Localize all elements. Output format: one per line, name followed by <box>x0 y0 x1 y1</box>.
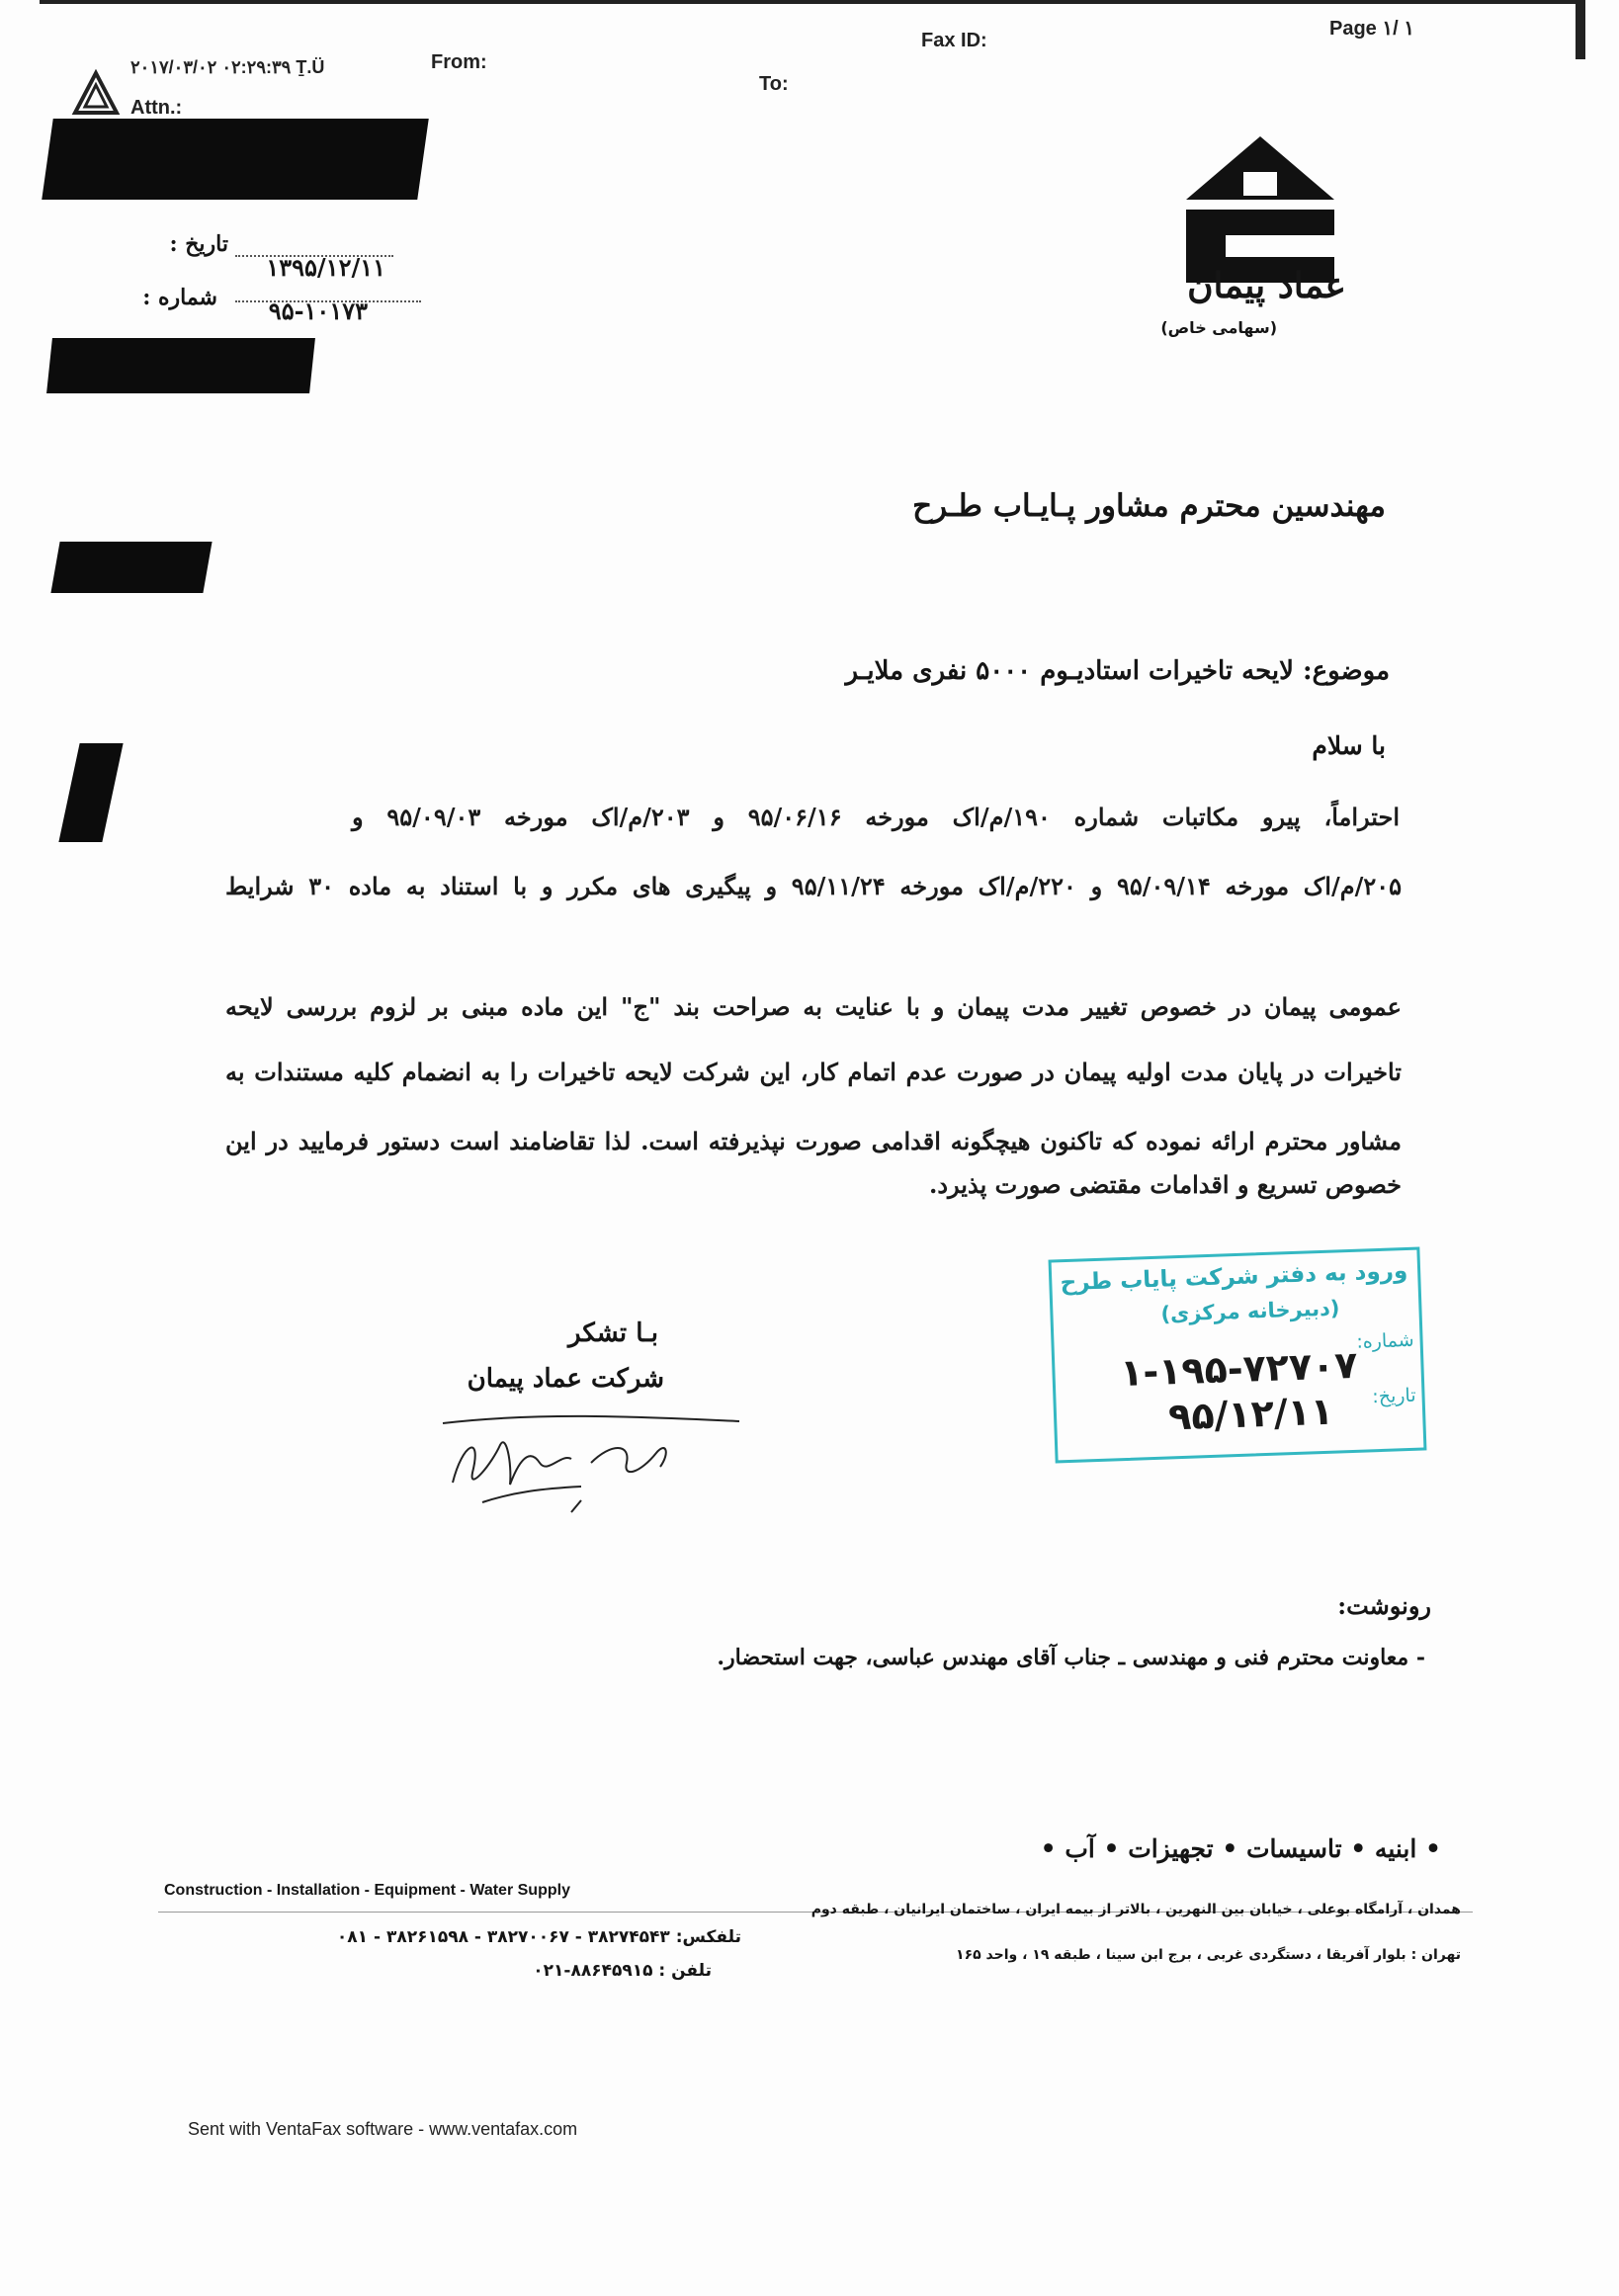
subject-text: لایحه تاخیرات استادیـوم ۵۰۰۰ نفری ملایـر <box>845 656 1294 686</box>
fax-from-label: From: <box>431 51 487 73</box>
cc-line: - معاونت محترم فنی و مهندسی ـ جناب آقای مهندس عباسی، جهت استحضار. <box>717 1645 1425 1670</box>
fax-page-number: Page ۱/ ۱ <box>1329 18 1414 40</box>
ventafax-logo-icon <box>71 69 121 119</box>
redaction-block <box>58 743 123 842</box>
footer-services-en: Construction - Installation - Equipment - Water Supply <box>164 1882 570 1899</box>
date-label: تاریخ : <box>169 231 228 257</box>
stamp-title: ورود به دفتر شرکت پایاب طرح <box>1060 1257 1408 1297</box>
number-label: شماره : <box>142 285 217 310</box>
footer-services-fa: • ابنیه • تاسیسات • تجهیزات • آب • <box>1040 1834 1441 1863</box>
redaction-block <box>46 338 315 393</box>
redaction-block <box>42 119 429 200</box>
letter-subject <box>845 656 1390 686</box>
body-line: خصوص تسریع و اقدامات مقتضی صورت پذیرد. <box>929 1170 1402 1199</box>
subject-label: موضوع: <box>1303 656 1390 686</box>
stamp-date-label: تاریخ: <box>1371 1384 1416 1408</box>
company-type: (سهامی خاص) <box>1160 318 1277 337</box>
letter-closing: بـا تشکر <box>568 1318 658 1348</box>
body-line: تاخیرات در پایان مدت اولیه پیمان در صورت عدم اتمام کار، این شرکت لایحه تاخیرات را به انضمام کلیه مستندات به <box>225 1058 1402 1086</box>
reception-stamp <box>1049 1247 1427 1464</box>
fax-edge-artifact <box>1576 0 1585 59</box>
footer-address-hamedan: همدان ، آرامگاه بوعلی ، خیابان بین النهرین ، بالاتر از بیمه ایران ، ساختمان ایرانیان ، طبقه دوم <box>810 1902 1461 1917</box>
fax-id-label: Fax ID: <box>921 30 987 51</box>
fax-attn-label: Attn.: <box>130 97 183 119</box>
fax-datetime: ۲۰۱۷/۰۳/۰۲ ۰۲:۲۹:۳۹ Ṯ.Ü <box>130 57 325 77</box>
letter-signer: شرکت عماد پیمان <box>467 1364 664 1394</box>
body-line: عمومی پیمان در خصوص تغییر مدت پیمان و با عنایت به صراحت بند "ج" این ماده مبنی بر لزوم بررسی لایحه <box>225 992 1403 1021</box>
stamp-subtitle: (دبیرخانه مرکزی) <box>1160 1296 1340 1326</box>
cc-label: رونوشت: <box>1337 1591 1431 1620</box>
stamp-number-label: شماره: <box>1355 1328 1414 1353</box>
footer-phone-hamedan: تلفکس: ۳۸۲۷۴۵۴۳ - ۳۸۲۷۰۰۶۷ - ۳۸۲۶۱۵۹۸ - ۰۸۱ <box>336 1927 741 1947</box>
letter-greeting: با سلام <box>1312 731 1386 760</box>
footer-phone-tehran: تلفن : ۸۸۶۴۵۹۱۵-۰۲۱ <box>533 1961 712 1981</box>
body-line: مشاور محترم ارائه نموده که تاکنون هیچگونه اقدامی صورت نپذیرفته است. لذا تقاضامند است دستور فرمایید در این <box>225 1127 1402 1155</box>
fax-to-label: To: <box>759 73 789 95</box>
fax-sent-with: Sent with VentaFax software - www.ventafax.com <box>188 2119 578 2139</box>
body-line: ۲۰۵/م/اک مورخه ۹۵/۰۹/۱۴ و ۲۲۰/م/اک مورخه ۹۵/۱۱/۲۴ و پیگیری های مکرر و با استناد به ماده ۳۰ شرایط <box>225 872 1403 900</box>
date-value: ۱۳۹۵/۱۲/۱۱ <box>266 253 385 282</box>
number-value: ۹۵-۱۰۱۷۳ <box>268 297 368 325</box>
fax-top-border <box>40 0 1581 4</box>
stamp-date-value: ۹۵/۱۲/۱۱ <box>1167 1389 1334 1439</box>
letter-recipient: مهندسین محترم مشاور پـایـاب طـرح <box>912 488 1386 524</box>
footer-address-tehran: تهران : بلوار آفریقا ، دستگردی غربی ، برج ابن سینا ، طبقه ۱۹ ، واحد ۱۶۵ <box>956 1947 1461 1963</box>
body-line: احتراماً، پیرو مکاتبات شماره ۱۹۰/م/اک مورخه ۹۵/۰۶/۱۶ و ۲۰۳/م/اک مورخه ۹۵/۰۹/۰۳ و <box>352 803 1401 831</box>
stamp-number-value: ۱-۱۹۵-۷۲۷۰۷ <box>1119 1342 1359 1396</box>
signature-scribble-icon <box>423 1394 749 1522</box>
company-name: عماد پیمان <box>1187 265 1346 306</box>
redaction-block <box>50 542 212 593</box>
